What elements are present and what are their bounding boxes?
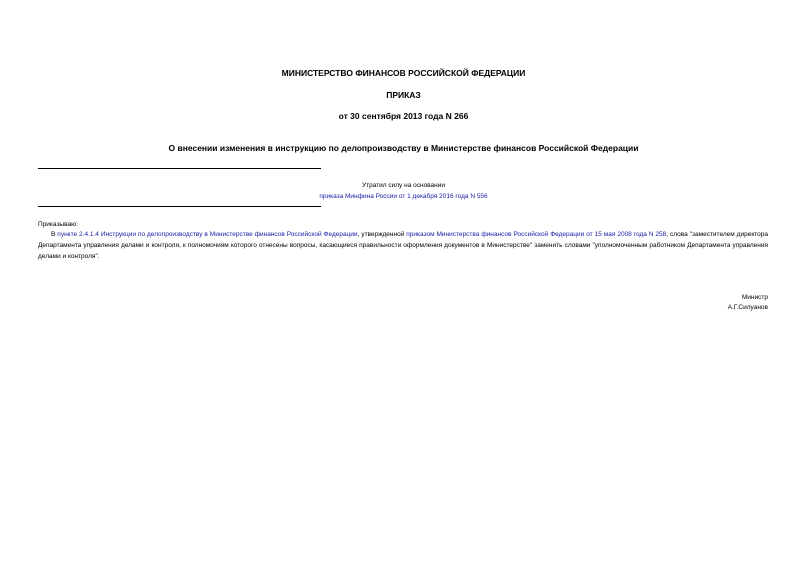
divider-top xyxy=(38,168,321,169)
status-link[interactable]: приказа Минфина России от 1 декабря 2016 года N 556 xyxy=(319,193,488,200)
order-date-number: от 30 сентября 2013 года N 266 xyxy=(338,111,469,121)
order-subject: О внесении изменения в инструкцию по делопроизводству в Министерстве финансов Российской Федерации xyxy=(168,143,639,153)
paragraph-prefix: В xyxy=(51,231,58,238)
ministry-heading: МИНИСТЕРСТВО ФИНАНСОВ РОССИЙСКОЙ ФЕДЕРАЦИИ xyxy=(281,68,526,78)
signature-name: А.Г.Силуанов xyxy=(727,304,768,311)
signature-title: Министр xyxy=(741,294,768,301)
status-note: Утратил силу на основании xyxy=(361,182,446,189)
paragraph-rest: , слова "заместителем директора Департамента управления делами и контроля, к полномочиям которого отнесены вопросы, касающиеся правильности оформления документов в Министерстве" заменить словами "уполномоченным работником Департамента управления делами и контроля". xyxy=(38,231,768,260)
preamble: Приказываю: xyxy=(38,221,78,228)
order-type-heading: ПРИКАЗ xyxy=(386,90,421,100)
approving-order-link[interactable]: приказом Министерства финансов Российской Федерации от 15 мая 2008 года N 258 xyxy=(406,231,667,238)
divider-bottom xyxy=(38,206,321,207)
instruction-clause-link[interactable]: пункте 2.4.1.4 Инструкции по делопроизводству в Министерстве финансов Российской Федерации xyxy=(57,231,358,238)
order-paragraph xyxy=(38,229,768,262)
paragraph-mid: , утвержденной xyxy=(357,231,407,238)
